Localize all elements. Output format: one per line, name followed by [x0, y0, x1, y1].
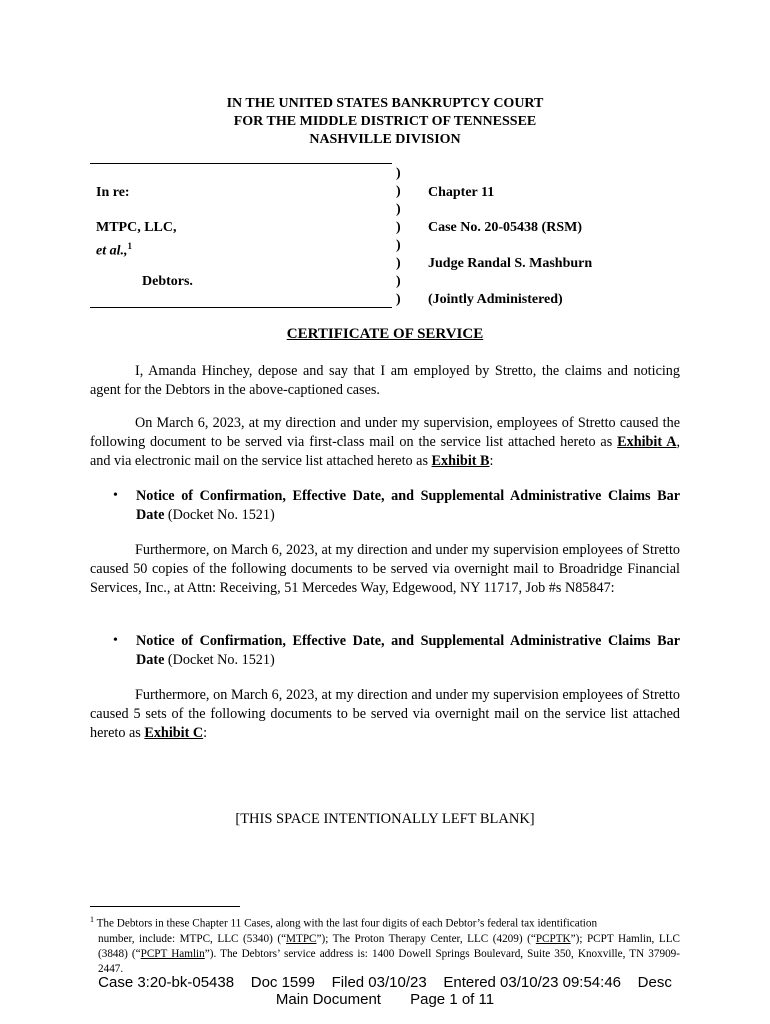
paren: )	[396, 184, 401, 199]
caption-in-re: In re:	[96, 185, 130, 200]
para2-text-c: :	[489, 453, 494, 469]
footnote-text: number, include: MTPC, LLC (5340) (“	[98, 932, 287, 945]
bullet-symbol: •	[113, 633, 118, 648]
footnote-text: ”). The Debtors’ service address is: 1400 Dowell Springs Boulevard, Suite 350, Knoxville, TN 37909-2447.	[98, 947, 680, 975]
notice-title: Notice of Confirmation, Effective Date, and Supplemental Administrative Claims Bar Date	[136, 488, 680, 523]
paragraph-declarant: I, Amanda Hinchey, depose and say that I am employed by Stretto, the claims and noticing agent for the Debtors in the above-captioned cases.	[90, 363, 680, 398]
footnote-defined-term: PCPT Hamlin	[140, 947, 205, 960]
caption-case-no: Case No. 20-05438 (RSM)	[428, 220, 582, 235]
exhibit-b-ref: Exhibit B	[431, 453, 490, 469]
paren: )	[396, 202, 401, 217]
paren: )	[396, 220, 401, 235]
footnote-defined-term: MTPC	[286, 932, 317, 945]
footnote-number: 1	[90, 915, 94, 924]
footnote-defined-term: PCPTK	[535, 932, 571, 945]
para2-text-a: On March 6, 2023, at my direction and under my supervision, employees of Stretto caused the following document to be served via first-class mail on the service list attached hereto as	[90, 415, 680, 450]
bullet-item-notice	[136, 487, 680, 525]
document-title: CERTIFICATE OF SERVICE	[286, 326, 484, 342]
court-division: NASHVILLE DIVISION	[309, 132, 461, 147]
footnote-text: ”); The Proton Therapy Center, LLC (4209) (“	[316, 932, 536, 945]
caption-debtors-label: Debtors.	[142, 274, 193, 289]
court-header	[0, 95, 770, 149]
caption-chapter: Chapter 11	[428, 185, 495, 200]
docket-ref: (Docket No. 1521)	[164, 652, 275, 668]
bullet-item-notice	[136, 632, 680, 670]
filing-stamp-line1: Case 3:20-bk-05438 Doc 1599 Filed 03/10/23 Entered 03/10/23 09:54:46 Desc	[98, 974, 672, 991]
paragraph-broadridge: Furthermore, on March 6, 2023, at my direction and under my supervision employees of Stretto caused 50 copies of the following documents to be served via overnight mail to Broadridge Financial Services, Inc., at Attn: Receiving, 51 Mercedes Way, Edgewood, NY 11717, Job #s N85847:	[90, 542, 680, 596]
para2-text-b: , and via electronic mail on the service list attached hereto as	[90, 434, 680, 469]
paren: )	[396, 238, 401, 253]
court-district: FOR THE MIDDLE DISTRICT OF TENNESSEE	[233, 114, 537, 129]
bullet-symbol: •	[113, 488, 118, 503]
para4-text-b: :	[203, 725, 208, 741]
footnote-ref: 1	[127, 241, 132, 251]
exhibit-c-ref: Exhibit C	[144, 725, 204, 741]
footnote	[90, 912, 680, 977]
notice-title: Notice of Confirmation, Effective Date, and Supplemental Administrative Claims Bar Date	[136, 633, 680, 668]
court-name: IN THE UNITED STATES BANKRUPTCY COURT	[226, 96, 544, 111]
paren: )	[396, 274, 401, 289]
caption-bottom-rule	[90, 307, 392, 308]
caption-administered: (Jointly Administered)	[428, 292, 563, 307]
caption-debtor-name: MTPC, LLC,	[96, 220, 177, 235]
paren: )	[396, 256, 401, 271]
caption-et-al	[96, 237, 132, 261]
caption-paren-column	[396, 165, 408, 309]
paragraph-service-ab	[90, 414, 680, 471]
filing-stamp-line2: Main Document Page 1 of 11	[275, 991, 495, 1008]
paren: )	[396, 166, 401, 181]
exhibit-a-ref: Exhibit A	[617, 434, 677, 450]
docket-ref: (Docket No. 1521)	[164, 507, 275, 523]
footnote-rule	[90, 906, 240, 907]
ecf-filing-stamp	[0, 974, 770, 1008]
caption-judge: Judge Randal S. Mashburn	[428, 256, 593, 271]
footnote-text: ”); PCPT Hamlin, LLC (3848) (“	[98, 932, 680, 960]
caption-top-rule	[90, 163, 392, 164]
paragraph-service-c	[90, 686, 680, 743]
et-al-text: et al.,	[96, 243, 128, 259]
intentionally-blank-notice: [THIS SPACE INTENTIONALLY LEFT BLANK]	[235, 811, 535, 827]
para4-text-a: Furthermore, on March 6, 2023, at my direction and under my supervision employees of Stretto caused 5 sets of the following documents to be served via overnight mail on the service list attached hereto as	[90, 687, 680, 741]
footnote-text: The Debtors in these Chapter 11 Cases, along with the last four digits of each Debtor’s federal tax identification	[94, 917, 598, 930]
paren: )	[396, 292, 401, 307]
footnote-continuation	[90, 932, 680, 977]
